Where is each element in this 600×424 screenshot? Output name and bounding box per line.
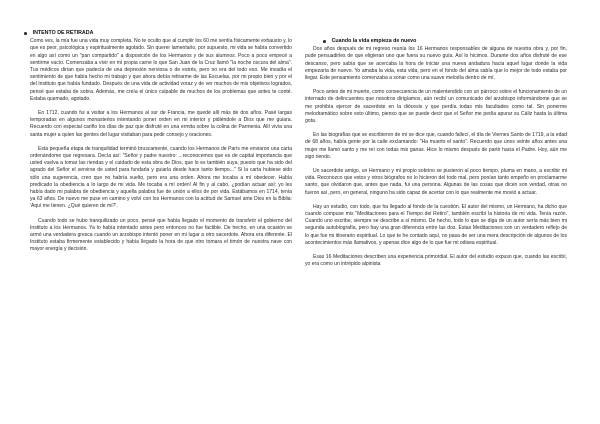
bullet-icon [24, 32, 27, 35]
section-heading-vida [323, 38, 567, 45]
bullet-icon [323, 40, 326, 43]
right-column [305, 38, 567, 275]
paragraph: Dos años después de mi regreso reunía los 16 Hermanos responsables de alguna de nuestra obra y, por fin, pude persuadirles de que eligieran uno que fuera su nuevo guía. Así lo hicimos. Durante dos años disfruté de ese descanso, pero sabía que se acercaba la hora de iniciar una nueva andadura hacia aquel lugar donde la vida empezaría de nuevo. Yo amaba la vida, esta vida, pero en el fondo del alma sabía que lo mejor de todo estaba por llegar. Este pensamiento comenzaba a sonar como una suave melodía dentro de mí. [305, 46, 567, 82]
left-column [30, 30, 292, 261]
paragraph: Como ves, la mía fue una vida muy completa. No te oculto que al cumplir los 60 me sentía físicamente exhausto y, lo que es peor, psicológica y espiritualmente agotado. Sin querer lamentarlo, por supuesto, mi vida se había convertido en algo así como un "pan compartido" a disposición de los Hermanos y de sus alumnos. Poco a poco empecé a sentirme vacío. Comenzaba a vivir en mi propia carne lo que San Juan de la Cruz llamó "la noche oscura del alma". Tus médicos dirían que padecía de una depresión nerviosa o de estrés, pero no era del todo eso. Me invadía el sentimiento de que había hecho mi trabajo y que ahora debía retirarme de las Escuelas, por mi propio bien y por el del Instituto que había fundado. Después de una vida de actividad voraz y de ver muchos de mis objetivos logrados, pensé que estaba de sobra. Además, me creía el único culpable de muchos de los problemas que antes te conté. Estaba quemado, agotado. [30, 38, 292, 102]
paragraph: Cuando todo se hubo tranquilizado un poco, pensé que había llegado el momento de transferir el gobierno del Instituto a los Hermanos. Ya lo había intentado antes pero entonces no fue factible. De hecho, en una ocasión se armó una verdadera gresca cuando un arzobispo intentó poner en mi lugar a otro sacerdote. Ahora era diferente. El Instituto estaba firmemente establecido y había llegado la hora de que otro tomara el timón de nuestra nave con mayor energía y decisión. [30, 217, 292, 253]
paragraph: Esas 16 Meditaciones describen una experiencia primordial. El autor del estudio expuso que, cuando las escribí, yo era como un intrépido alpinista [305, 254, 567, 268]
paragraph: Esta pequeña etapa de tranquilidad terminó bruscamente, cuando los Hermanos de París me enviaron una carta ordenándome que regresara. Decía así: "Señor y padre nuestro: ...reconocemos que es de capital importancia que usted vuelva a tomar las riendas y el cuidado de esta obra de Dios, que lo es también suya, puesto que ha sido del agrado del Señor el servirse de usted para fundarla y guiarla desde hace tanto tiempo..." Si la carta hubiese sido sólo una sugerencia, creo que no habría vuelto, pero era una orden. Ahora me tocaba a mí obedecer. Había predicado la obediencia a lo largo de mi vida. Me tocaba a mí orden! Al fin y al cabo, ¿podían actuar así; yo les había dado mi palabra de obediencia y aquella palabra fue de unión a ellos de por vida. Estábamos en 1714, tenía ya 63 años. De nuevo me puse en camino y volví con los Hermanos con la actitud de Samuel ante Dios en la Biblia: 'Aquí me tienen. ¿Qué quieren de mí?'. [30, 145, 292, 210]
section-heading-text: INTENTO DE RETIRADA [32, 30, 94, 36]
paragraph: Poco antes de mi muerte, como consecuencia de un malentendido con un párroco sobre el funcionamiento de un internado de delincuentes que nosotros dirigíamos, aún recibí un comunicado del arzobispo informándome que se me prohibía ejercer de sacerdote en la diócesis y que perdía todas mis facultades como tal. Sin ponerme melodramático sobre esto último, pienso que se puede decir que el Señor me pedía apurar su Cáliz hasta la última gota. [305, 89, 567, 125]
paragraph: Un sacerdote amigo, un Hermano y mi propio sobrino se pusieron al poco tiempo, pluma en mano, a escribir mi vida. Reconozco que estos y otros biógrafos no lo hicieron del todo mal, pero ponían tanto empeño en proclamarme santo, que olvidaron que, antes que nada, fui una persona. Algunas de las cosas que dicen son verdad, otras no fueron así, pero, en general, ninguno ha sido capaz de acertar con lo que realmente me movió a actuar. [305, 168, 567, 196]
section-heading-intento [24, 30, 292, 37]
paragraph: Hay un estudio, con todo, que ha llegado al fondo de la cuestión. El autor del mismo, un Hermano, ha dicho que cuando compuse mis "Meditaciones para el Tiempo del Retiro", también escribí la historia de mi vida. Tenía razón. Cuando uno escribe, siempre se describe a sí mismo. De hecho, todo lo que se diga de un autor sería más bien mi segunda autobiografía, pero hay una gran diferencia entre las dos. Estas Meditaciones son un verdadero reflejo de lo que fue mi itinerario espiritual. Lo que te he contado aquí, no pasa de ser una mera descripción de algunos de los acontecimientos más llamativos, y apenas dice algo de lo que fue mi odisea espiritual. [305, 203, 567, 246]
paragraph: En las biografías que se escribieron de mí se dice que, cuando fallecí, el día de Viernes Santo de 1719, a la edad de 68 años, había gente por la calle exclamando: "Ha muerto el santo". Recuerdo que unos veinte años antes una mujer me llamó santo y me reí con todas mis ganas. Hice lo mismo después de partir hacia el Padre. Hoy, aún me sigo riendo. [305, 132, 567, 160]
section-heading-text: Cuando la vida empieza de nuevo [331, 38, 417, 44]
paragraph: En 1712, cuando fui a visitar a los Hermanos al sur de Francia, me quedé allí más de dos años. Pasé largas temporadas en algunos monasterios intentando poner orden en mi interior y pidiéndole a Dios que me guiara. Recuerdo con especial cariño los días de paz que disfruté en una ermita sobre la colina de Parmenia. Allí vivía una santa mujer a quien las gentes del lugar visitaban para pedir consejo y oraciones. [30, 110, 292, 138]
